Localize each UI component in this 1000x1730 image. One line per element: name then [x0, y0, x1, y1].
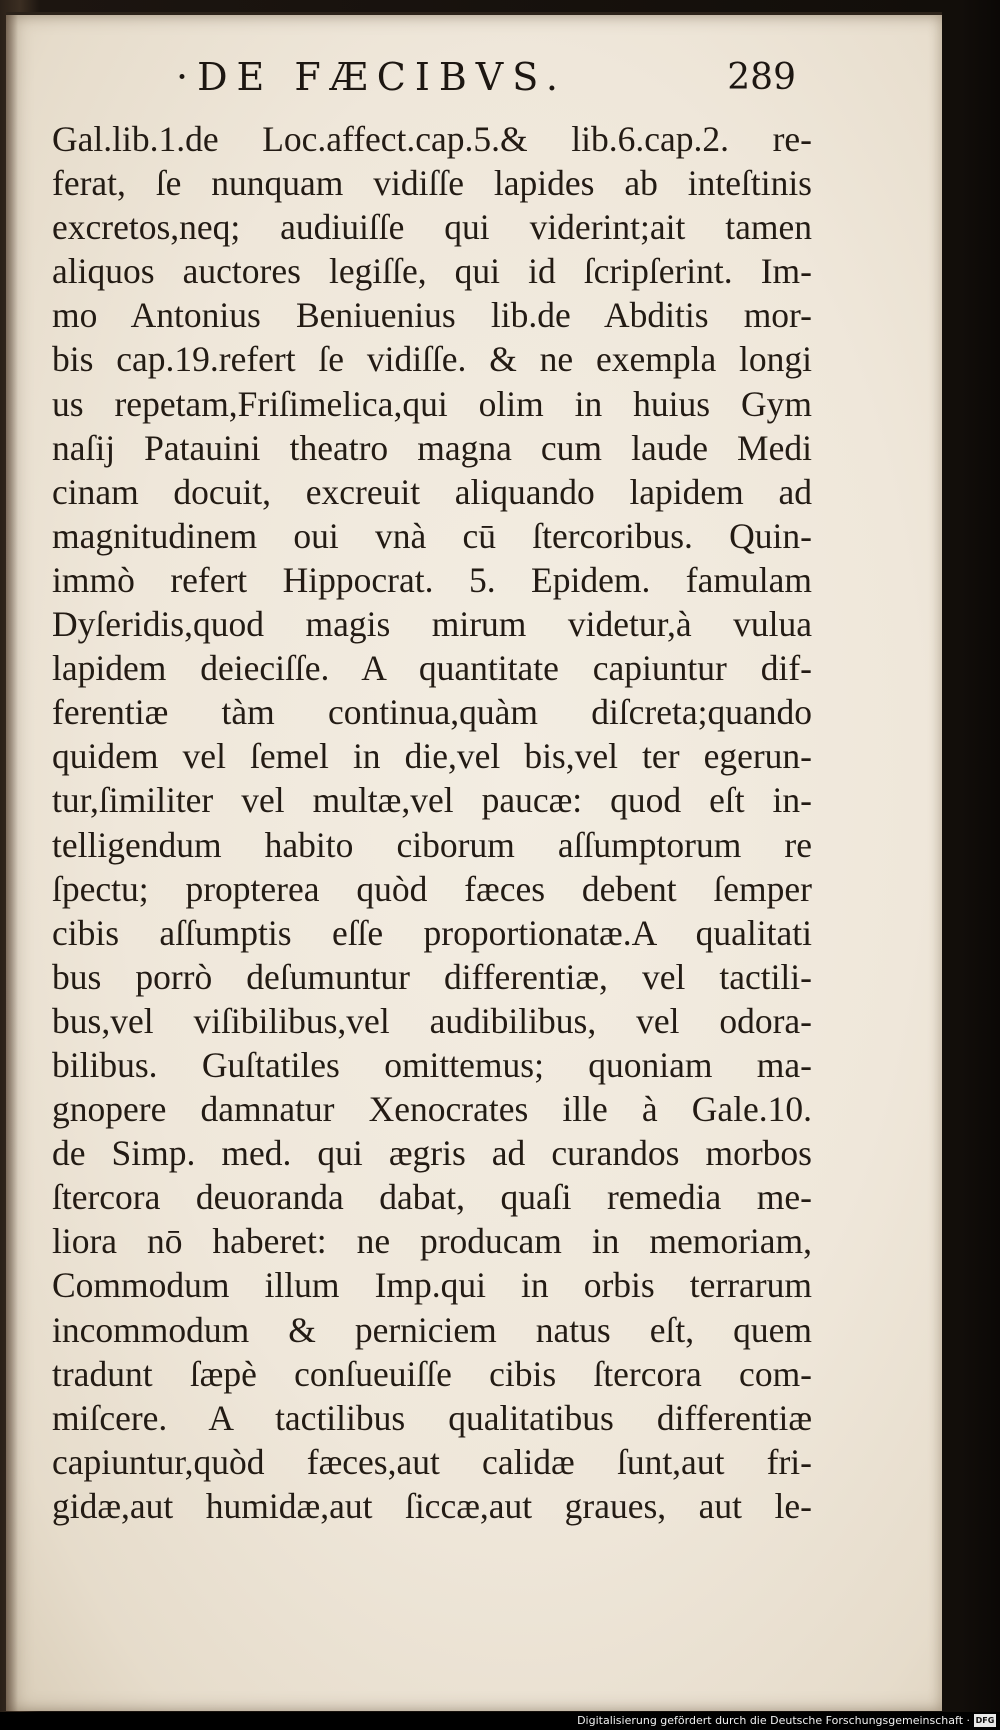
- text-line: bilibus. Guſtatiles omittemus; quoniam ma-: [52, 1044, 812, 1085]
- text-line: Dyſeridis,quod magis mirum videtur,à vulua: [52, 604, 812, 645]
- text-line: quidem vel ſemel in die,vel bis,vel ter egerun-: [52, 736, 812, 777]
- text-line: ſtercora deuoranda dabat, quaſi remedia me-: [52, 1177, 812, 1218]
- text-line: mo Antonius Beniuenius lib.de Abditis mor-: [52, 295, 812, 336]
- digitization-credit: Digitalisierung gefördert durch die Deutsche Forschungsgemeinschaft ·: [577, 1714, 970, 1727]
- text-line: naſij Patauini theatro magna cum laude Medi: [52, 427, 812, 468]
- text-line: liora nō haberet: ne producam in memoriam,: [52, 1221, 812, 1262]
- text-line: immò refert Hippocrat. 5. Epidem. famulam: [52, 559, 812, 600]
- text-line: gidæ,aut humidæ,aut ſiccæ,aut graues, aut le-: [52, 1485, 812, 1526]
- text-line: tradunt ſæpè conſueuiſſe cibis ſtercora com-: [52, 1353, 812, 1394]
- text-line: lapidem deieciſſe. A quantitate capiuntur dif-: [52, 648, 812, 689]
- page-gutter-shadow: [6, 15, 18, 1711]
- text-line: magnitudinem oui vnà cū ſtercoribus. Quin-: [52, 515, 812, 556]
- page-number: 289: [727, 57, 796, 98]
- text-line: bis cap.19.refert ſe vidiſſe. & ne exempla longi: [52, 339, 812, 380]
- text-line: aliquos auctores legiſſe, qui id ſcripſerint. Im-: [52, 251, 812, 292]
- dfg-logo: DFG: [975, 1716, 995, 1725]
- book-page: [6, 12, 942, 1711]
- running-title: ·DE FÆCIBVS.: [176, 55, 567, 99]
- text-line: bus,vel viſibilibus,vel audibilibus, vel odora-: [52, 1000, 812, 1041]
- text-line: de Simp. med. qui ægris ad curandos morbos: [52, 1133, 812, 1174]
- text-line: cinam docuit, excreuit aliquando lapidem ad: [52, 471, 812, 512]
- page-header: [156, 55, 796, 115]
- text-line: bus porrò deſumuntur differentiæ, vel tactili-: [52, 956, 812, 997]
- text-line: excretos,neq; audiuiſſe qui viderint;ait tamen: [52, 207, 812, 248]
- text-line: ferat, ſe nunquam vidiſſe lapides ab inteſtinis: [52, 163, 812, 204]
- text-line: capiuntur,quòd fæces,aut calidæ ſunt,aut fri-: [52, 1441, 812, 1482]
- text-line: cibis aſſumptis eſſe proportionatæ.A qualitati: [52, 912, 812, 953]
- text-line: us repetam,Friſimelica,qui olim in huius Gym: [52, 383, 812, 424]
- text-line: ſpectu; propterea quòd fæces debent ſemper: [52, 868, 812, 909]
- text-line: gnopere damnatur Xenocrates ille à Gale.10.: [52, 1089, 812, 1130]
- text-line: incommodum & perniciem natus eſt, quem: [52, 1309, 812, 1350]
- text-line: miſcere. A tactilibus qualitatibus differentiæ: [52, 1397, 812, 1438]
- text-line: telligendum habito ciborum aſſumptorum re: [52, 824, 812, 865]
- text-line: ferentiæ tàm continua,quàm diſcreta;quando: [52, 692, 812, 733]
- text-line: Gal.lib.1.de Loc.affect.cap.5.& lib.6.cap.2. re-: [52, 119, 812, 159]
- text-line: Commodum illum Imp.qui in orbis terrarum: [52, 1265, 812, 1306]
- text-line: tur,ſimiliter vel multæ,vel paucæ: quod eſt in-: [52, 780, 812, 821]
- body-text: [52, 117, 812, 1528]
